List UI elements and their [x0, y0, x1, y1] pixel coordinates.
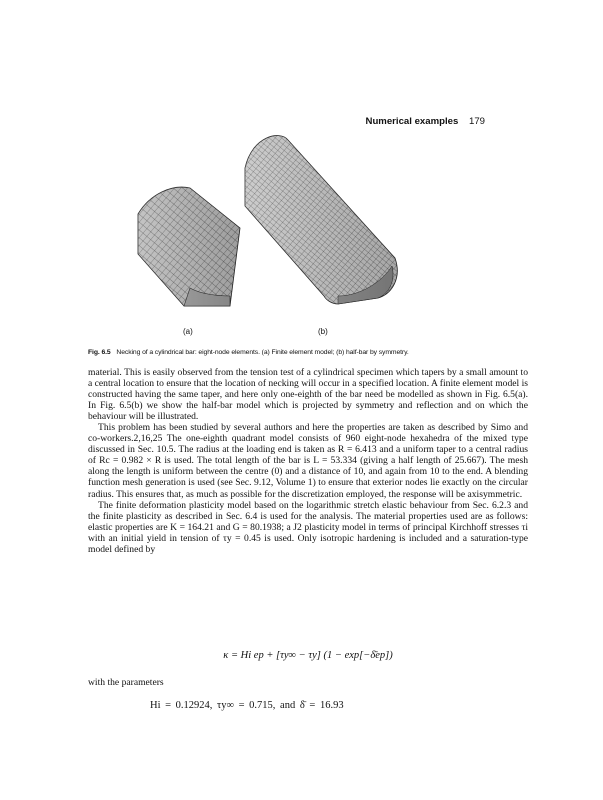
params-intro: with the parameters — [88, 677, 164, 688]
figure-caption — [88, 349, 528, 356]
paragraph-1: material. This is easily observed from the tension test of a cylindrical specimen which tapers by a small amount to a central location to ensure that the location of necking will occur in a specified location. A finite element model is constructed having the same taper, and here only one-eighth of the bar need be modelled as shown in Fig. 6.5(a). In Fig. 6.5(b) we show the half-bar model which is projected by symmetry and reflection and on which the behaviour will be illustrated. — [88, 367, 528, 423]
subfigure-label-b: (b) — [318, 327, 328, 336]
paragraph-3: The finite deformation plasticity model based on the logarithmic stretch elastic behaviour from Sec. 6.2.3 and the finite plasticity as described in Sec. 6.4 is used for the analysis. The material properties used are as follows: elastic properties are K = 164.21 and G = 80.1938; a J2 plasticity model in terms of principal Kirchhoff stresses τi with an initial yield in tension of τy = 0.45 is used. Only isotropic hardening is included and a saturation-type model defined by — [88, 499, 528, 555]
page-number: 179 — [468, 116, 485, 127]
caption-text: Necking of a cylindrical bar: eight-node elements. (a) Finite element model; (b) half-bar by symmetry. — [116, 349, 409, 356]
paragraph-2: This problem has been studied by several authors and here the properties are taken as described by Simo and co-workers.2,16,25 The one-eighth quadrant model consists of 960 eight-node hexahedra of the mixed type discussed in Sec. 10.5. The radius at the loading end is taken as R = 6.413 and a uniform taper to a central radius of Rc = 0.982 × R is used. The total length of the bar is L = 53.334 (giving a half length of 25.667). The mesh along the length is uniform between the centre (0) and a distance of 10, and again from 10 to the end. A blending function mesh generation is used (see Sec. 9.12, Volume 1) to ensure that exterior nodes lie exactly on the circular radius. This ensures that, as much as possible for the discretization employed, the response will be axisymmetric. — [88, 422, 528, 500]
mesh-a — [138, 187, 240, 306]
equation-parameters: Hi = 0.12924, τy∞ = 0.715, and δ̄ = 16.93 — [150, 700, 344, 711]
header-section-title: Numerical examples — [365, 116, 459, 127]
mesh-b — [245, 136, 397, 304]
figure-mesh — [120, 128, 410, 328]
running-header — [366, 116, 485, 127]
body-text — [88, 367, 528, 555]
equation-hardening: κ = Hi ep + [τy∞ − τy] (1 − exp[−δ̄ep]) — [223, 650, 393, 661]
subfigure-label-a: (a) — [183, 327, 193, 336]
caption-number: Fig. 6.5 — [88, 349, 111, 356]
